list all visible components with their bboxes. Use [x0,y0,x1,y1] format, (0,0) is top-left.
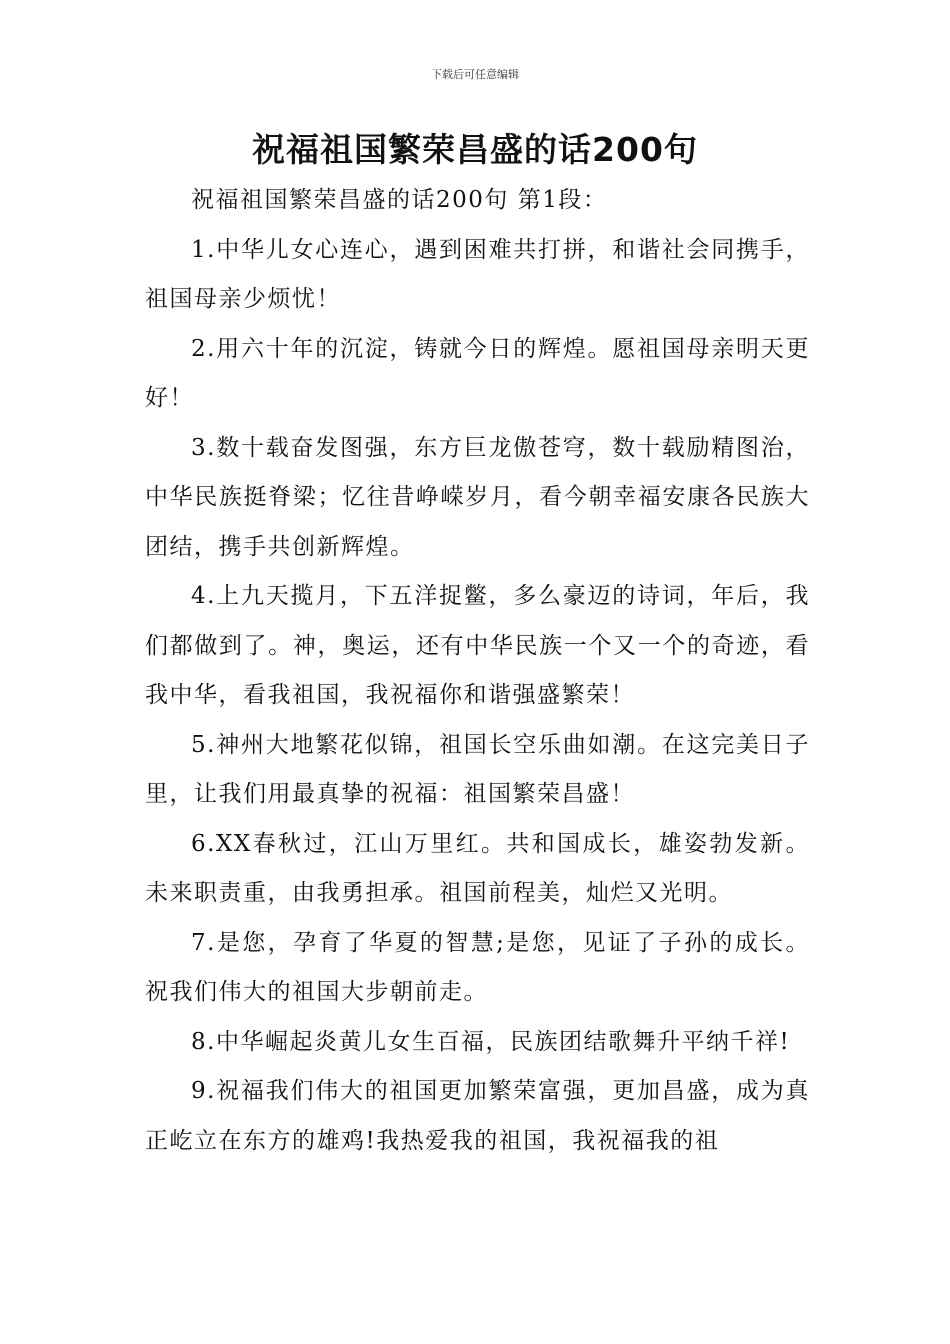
document-body [145,176,810,1166]
paragraph-item-4: 4.上九天揽月，下五洋捉鳖，多么豪迈的诗词，年后，我们都做到了。神，奥运，还有中华民族一个又一个的奇迹，看我中华，看我祖国，我祝福你和谐强盛繁荣！ [145,583,810,708]
header-note: 下载后可任意编辑 [431,68,519,81]
paragraph-item-7: 7.是您，孕育了华夏的智慧;是您，见证了子孙的成长。祝我们伟大的祖国大步朝前走。 [145,929,810,1005]
paragraph-item-6: 6.XX春秋过，江山万里红。共和国成长，雄姿勃发新。未来职责重，由我勇担承。祖国前程美，灿烂又光明。 [145,830,810,906]
paragraph-item-1: 1.中华儿女心连心，遇到困难共打拼，和谐社会同携手，祖国母亲少烦忧！ [145,236,810,312]
paragraph-item-5: 5.神州大地繁花似锦，祖国长空乐曲如潮。在这完美日子里，让我们用最真挚的祝福：祖国繁荣昌盛！ [145,731,810,807]
paragraph-item-2: 2.用六十年的沉淀，铸就今日的辉煌。愿祖国母亲明天更好！ [145,335,810,411]
section-heading: 祝福祖国繁荣昌盛的话200句 第1段： [191,187,608,213]
paragraph-item-9: 9.祝福我们伟大的祖国更加繁荣富强，更加昌盛，成为真正屹立在东方的雄鸡!我热爱我的祖国，我祝福我的祖 [145,1078,810,1154]
paragraph-item-3: 3.数十载奋发图强，东方巨龙傲苍穹，数十载励精图治，中华民族挺脊梁；忆往昔峥嵘岁月，看今朝幸福安康各民族大团结，携手共创新辉煌。 [145,434,810,560]
document-title: 祝福祖国繁荣昌盛的话200句 [252,130,698,169]
paragraph-item-8: 8.中华崛起炎黄儿女生百福，民族团结歌舞升平纳千祥! [191,1028,791,1055]
